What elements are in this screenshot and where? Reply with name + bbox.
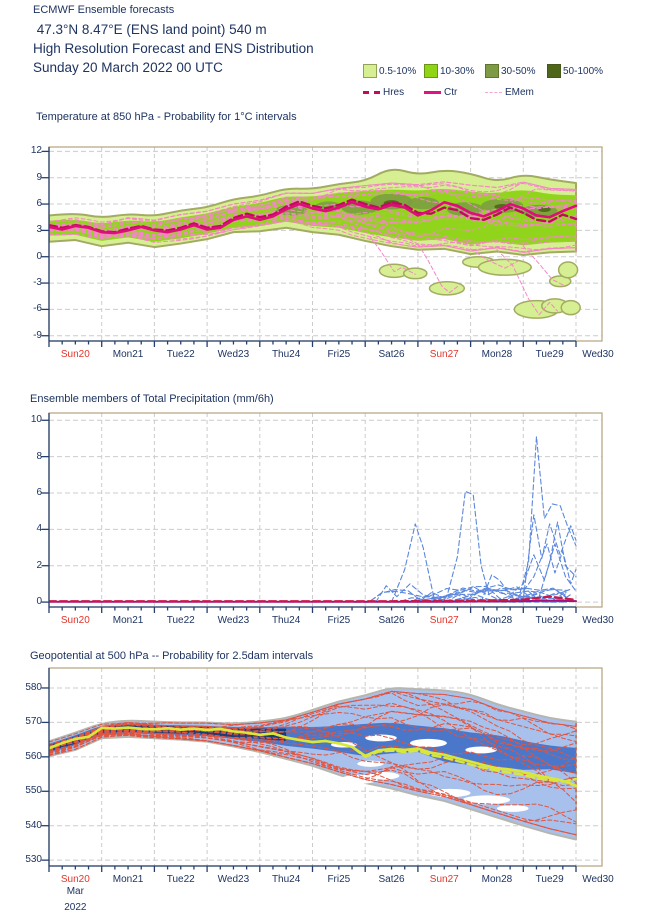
legend-line-label: Hres <box>383 86 405 98</box>
axes <box>42 413 577 613</box>
band-blob <box>479 259 532 275</box>
precip-spike-line <box>436 491 499 601</box>
header-basetime-line: Sunday 20 March 2022 00 UTC <box>33 60 223 75</box>
x-tick-label-mon28: Mon28 <box>481 874 513 885</box>
x-tick-label-mon28: Mon28 <box>481 615 513 626</box>
header-description-line: High Resolution Forecast and ENS Distribution <box>33 41 314 56</box>
x-tick-label-fri25: Fri25 <box>327 615 351 626</box>
x-tick-label-mon21: Mon21 <box>112 874 144 885</box>
x-tick-label-wed30: Wed30 <box>582 874 614 885</box>
x-axis-year-label: 2022 <box>64 902 87 913</box>
band-blob <box>559 262 578 278</box>
x-tick-label-sun20: Sun20 <box>60 874 90 885</box>
y-tick-label: 2 <box>36 559 42 571</box>
header-location-line: 47.3°N 8.47°E (ENS land point) 540 m <box>33 22 267 37</box>
x-tick-label-fri25: Fri25 <box>327 874 351 885</box>
x-tick-label-tue29: Tue29 <box>535 874 564 885</box>
x-tick-label-wed30: Wed30 <box>582 615 614 626</box>
x-tick-label-sat26: Sat26 <box>378 615 405 626</box>
x-tick-label-wed30: Wed30 <box>582 349 614 360</box>
x-tick-label-mon21: Mon21 <box>112 349 144 360</box>
x-tick-label-wed23: Wed23 <box>217 349 250 360</box>
legend-band-label: 50-100% <box>563 65 604 77</box>
x-tick-label-tue29: Tue29 <box>535 615 564 626</box>
x-tick-label-sun27: Sun27 <box>429 349 459 360</box>
gridlines <box>49 413 602 607</box>
x-tick-label-thu24: Thu24 <box>271 349 301 360</box>
x-tick-label-fri25: Fri25 <box>327 349 351 360</box>
y-tick-label: 6 <box>36 198 42 210</box>
y-tick-label: 4 <box>36 523 42 535</box>
x-tick-label-thu24: Thu24 <box>271 615 301 626</box>
x-axis-month-label: Mar <box>66 886 84 897</box>
panel-title-precipitation: Ensemble members of Total Precipitation (mm/6h) <box>30 393 274 405</box>
panel-title-temperature: Temperature at 850 hPa - Probability for 1°C intervals <box>36 111 297 123</box>
x-tick-label-sat26: Sat26 <box>378 349 405 360</box>
precip-spike-line <box>539 522 576 597</box>
band-blob <box>429 282 464 295</box>
y-tick-label: 540 <box>25 819 42 831</box>
x-tick-label-wed23: Wed23 <box>217 615 250 626</box>
y-tick-label: 6 <box>36 487 42 498</box>
y-tick-label: 570 <box>25 716 42 728</box>
x-tick-label-mon21: Mon21 <box>112 615 144 626</box>
x-tick-label-tue22: Tue22 <box>166 874 195 885</box>
x-tick-label-sun20: Sun20 <box>60 615 90 626</box>
legend-band-label: 0.5-10% <box>379 65 417 77</box>
y-tick-label: 0 <box>36 250 42 262</box>
x-tick-label-wed23: Wed23 <box>217 874 250 885</box>
y-tick-label: 580 <box>25 681 42 693</box>
y-tick-label: 10 <box>30 414 42 426</box>
y-tick-label: -9 <box>33 329 42 341</box>
y-tick-label: 3 <box>36 224 42 236</box>
x-tick-label-tue22: Tue22 <box>166 615 195 626</box>
band-hole <box>497 805 529 812</box>
legend-band-label: 10-30% <box>440 65 475 77</box>
x-tick-label-thu24: Thu24 <box>271 874 301 885</box>
legend-line-label: EMem <box>505 86 534 98</box>
header-product-line: ECMWF Ensemble forecasts <box>33 4 175 16</box>
plot-content <box>49 170 580 318</box>
y-tick-label: 8 <box>36 450 42 462</box>
legend-band-label: 30-50% <box>501 65 536 77</box>
x-tick-label-sun27: Sun27 <box>429 615 459 626</box>
y-tick-label: 9 <box>36 171 42 183</box>
band-blob <box>561 301 580 315</box>
x-tick-label-mon28: Mon28 <box>481 349 513 360</box>
x-tick-label-sun27: Sun27 <box>429 874 459 885</box>
panel-title-geopotential: Geopotential at 500 hPa -- Probability for 2.5dam intervals <box>30 650 314 662</box>
legend-line-label: Ctr <box>444 86 458 98</box>
band-hole <box>465 747 497 754</box>
y-tick-label: -3 <box>33 277 42 289</box>
y-tick-label: 12 <box>30 145 42 157</box>
x-tick-label-tue29: Tue29 <box>535 349 564 360</box>
x-tick-label-sat26: Sat26 <box>378 874 405 885</box>
y-tick-label: 550 <box>25 785 42 797</box>
y-tick-label: 530 <box>25 854 42 866</box>
y-tick-label: -6 <box>33 303 42 315</box>
y-tick-label: 0 <box>36 596 42 608</box>
plot-frame <box>49 413 602 607</box>
x-tick-label-sun20: Sun20 <box>60 349 90 360</box>
x-tick-label-tue22: Tue22 <box>166 349 195 360</box>
y-tick-label: 560 <box>25 750 42 762</box>
